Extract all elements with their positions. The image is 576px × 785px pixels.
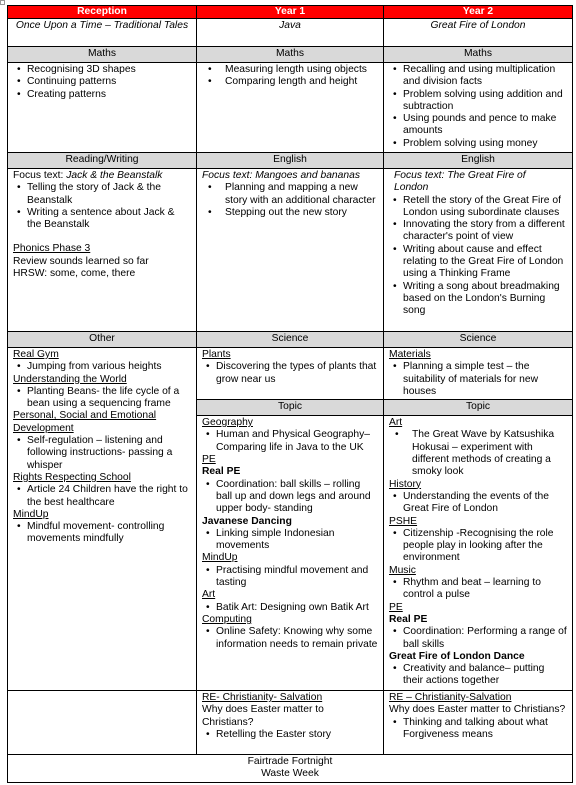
- section-title: PE: [202, 454, 216, 466]
- topic-label-year2: Topic: [384, 400, 573, 416]
- section-title: MindUp: [13, 508, 49, 520]
- list-item: • Rhythm and beat – learning to control a pulse: [403, 577, 567, 602]
- science-label-year2: Science: [384, 332, 573, 348]
- list-item: • Retelling the Easter story: [216, 729, 378, 741]
- list-item: • Problem solving using addition and subtraction: [403, 89, 567, 114]
- literacy-label-reception: Reading/Writing: [8, 153, 197, 169]
- section-title: Personal, Social and Emotional Development: [13, 410, 157, 434]
- section-title: MindUp: [202, 552, 238, 564]
- theme-year2: Great Fire of London: [384, 19, 573, 47]
- list-item: • Using pounds and pence to make amounts: [403, 113, 567, 138]
- list-item: • Telling the story of Jack & the Beanstalk: [27, 182, 191, 207]
- section-title: PSHE: [389, 515, 418, 527]
- science-year2: [384, 348, 573, 400]
- list-item: • Practising mindful movement and tasting: [216, 565, 378, 590]
- section-title: Rights Respecting School: [13, 471, 131, 483]
- list-item: • Continuing patterns: [27, 76, 191, 88]
- maths-reception: [8, 63, 197, 153]
- section-title: Materials: [389, 349, 431, 360]
- list-item: • Self-regulation – listening and following instructions- passing a whisper: [27, 435, 191, 472]
- list-item: • Writing about cause and effect relating to the Great Fire of London using a Thinking Frame: [403, 244, 567, 281]
- list-item: • Comparing length and height: [225, 76, 378, 88]
- maths-label-reception: Maths: [8, 47, 197, 63]
- other-label: Other: [8, 332, 197, 348]
- science-label-year1: Science: [197, 332, 384, 348]
- section-title: Real PE: [202, 466, 241, 478]
- science-content-row: [8, 348, 573, 400]
- phonics-line: Review sounds learned so far: [13, 255, 149, 267]
- theme-year1: Java: [197, 19, 384, 47]
- section-title: Real Gym: [13, 349, 59, 360]
- literacy-reception: [8, 169, 197, 332]
- re-year1: [197, 691, 384, 755]
- maths-content-row: [8, 63, 573, 153]
- focus-text: Focus text: Jack & the Beanstalk: [13, 170, 163, 181]
- list-item: • Discovering the types of plants that grow near us: [216, 361, 378, 386]
- maths-label-row: [8, 47, 573, 63]
- section-title: Art: [202, 589, 216, 601]
- theme-reception: Once Upon a Time – Traditional Tales: [8, 19, 197, 47]
- list-item: • Human and Physical Geography– Comparing life in Java to the UK: [216, 429, 378, 454]
- header-year2: Year 2: [384, 6, 573, 19]
- other-science-label-row: [8, 332, 573, 348]
- list-item: • Stepping out the new story: [225, 207, 378, 219]
- maths-label-year1: Maths: [197, 47, 384, 63]
- list-item: • Jumping from various heights: [27, 361, 191, 373]
- section-title: Real PE: [389, 613, 428, 625]
- header-reception: Reception: [8, 6, 197, 19]
- table-move-handle[interactable]: [0, 0, 5, 5]
- list-item: • The Great Wave by Katsushika Hokusai – experiment with different methods of creating a smoky look: [412, 429, 567, 478]
- section-title: Music: [389, 564, 416, 576]
- section-title: History: [389, 478, 422, 490]
- list-item: • Planning and mapping a new story with an additional character: [225, 182, 378, 207]
- section-title: Plants: [202, 349, 231, 360]
- section-title: RE- Christianity- Salvation: [202, 692, 323, 704]
- literacy-label-year1: English: [197, 153, 384, 169]
- literacy-content-row: [8, 169, 573, 332]
- list-item: • Mindful movement- controlling movements mindfully: [27, 521, 191, 546]
- list-item: • Recognising 3D shapes: [27, 64, 191, 76]
- list-item: • Writing a sentence about Jack & the Beanstalk: [27, 207, 191, 232]
- section-title: Computing: [202, 613, 252, 625]
- maths-year1: [197, 63, 384, 153]
- header-year1: Year 1: [197, 6, 384, 19]
- phonics-line: HRSW: some, come, there: [13, 268, 136, 280]
- maths-label-year2: Maths: [384, 47, 573, 63]
- list-item: • Problem solving using money: [403, 138, 567, 150]
- list-item: • Writing a song about breadmaking based on the London's Burning song: [403, 281, 567, 318]
- list-item: • Coordination: ball skills – rolling ball up and down legs and around upper body- standing: [216, 479, 378, 516]
- section-title: Understanding the World: [13, 373, 127, 385]
- list-item: • Recalling and using multiplication and division facts: [403, 64, 567, 89]
- theme-row: [8, 19, 573, 47]
- section-title: Javanese Dancing: [202, 515, 292, 527]
- list-item: • Citizenship -Recognising the role people play in looking after the environment: [403, 528, 567, 565]
- list-item: • Coordination: Performing a range of ball skills: [403, 626, 567, 651]
- header-row: [8, 6, 573, 19]
- list-item: • Linking simple Indonesian movements: [216, 528, 378, 553]
- literacy-year1: [197, 169, 384, 332]
- re-question: Why does Easter matter to Christians?: [202, 704, 324, 728]
- focus-text: Focus text: The Great Fire of London: [394, 170, 526, 194]
- other-reception: [8, 348, 197, 691]
- literacy-label-row: [8, 153, 573, 169]
- literacy-year2: [384, 169, 573, 332]
- list-item: • Innovating the story from a different character's point of view: [403, 219, 567, 244]
- topic-label-year1: Topic: [197, 400, 384, 416]
- re-question: Why does Easter matter to Christians?: [389, 704, 566, 716]
- re-year2: [384, 691, 573, 755]
- footer-row: [8, 755, 573, 783]
- section-title: Great Fire of London Dance: [389, 650, 525, 662]
- section-title: RE – Christianity-Salvation: [389, 692, 512, 704]
- focus-text: Focus text: Mangoes and bananas: [202, 170, 360, 181]
- curriculum-table: [7, 5, 573, 783]
- topic-year1: [197, 416, 384, 691]
- section-title: Art: [389, 417, 403, 429]
- section-title: Geography: [202, 417, 253, 429]
- phonics-title: Phonics Phase 3: [13, 243, 91, 255]
- footer-events: [8, 755, 573, 783]
- topic-year2: [384, 416, 573, 691]
- re-row: [8, 691, 573, 755]
- list-item: • Online Safety: Knowing why some information needs to remain private: [216, 626, 378, 651]
- list-item: • Retell the story of the Great Fire of London using subordinate clauses: [403, 195, 567, 220]
- list-item: • Planting Beans- the life cycle of a bean using a sequencing frame: [27, 386, 191, 411]
- maths-year2: [384, 63, 573, 153]
- footer-line: Waste Week: [261, 768, 319, 780]
- list-item: • Batik Art: Designing own Batik Art: [216, 602, 378, 614]
- list-item: • Measuring length using objects: [225, 64, 378, 76]
- section-title: PE: [389, 601, 403, 613]
- science-year1: [197, 348, 384, 400]
- list-item: • Creating patterns: [27, 89, 191, 101]
- list-item: • Understanding the events of the Great Fire of London: [403, 491, 567, 516]
- list-item: • Planning a simple test – the suitability of materials for new houses: [403, 361, 567, 398]
- literacy-label-year2: English: [384, 153, 573, 169]
- list-item: • Creativity and balance– putting their actions together: [403, 663, 567, 688]
- re-reception-empty: [8, 691, 197, 755]
- footer-line: Fairtrade Fortnight: [247, 756, 333, 768]
- list-item: • Article 24 Children have the right to the best healthcare: [27, 484, 191, 509]
- list-item: • Thinking and talking about what Forgiveness means: [403, 717, 567, 742]
